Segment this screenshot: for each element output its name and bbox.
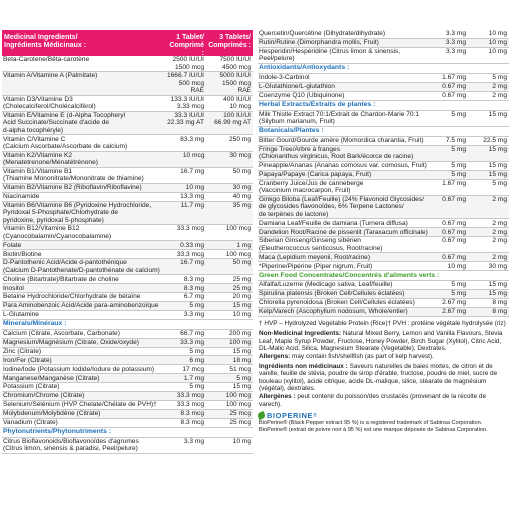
three-tablets-amount: 400 IU/UI 10 mcg	[223, 95, 251, 111]
three-tablets-amount: 25 mcg	[229, 418, 251, 426]
ingredient-name: Magnesium/Magnésium (Citrate, Oxide/oxyde)	[3, 338, 139, 346]
three-tablets-amount: 2 mg	[492, 92, 507, 100]
table-row	[258, 74, 509, 83]
table-row	[258, 290, 509, 299]
ingredient-name: D-Pantothenic Acid/Acide d-pantothénique (Calcium D-Pantothenate/D-pantothénate de calcium)	[3, 259, 160, 274]
three-tablets-amount: 1 mg	[236, 241, 251, 249]
ingredient-name: Indole-3-Carbinol	[259, 74, 310, 82]
vitamins-list	[2, 56, 253, 320]
allergens-en	[258, 353, 509, 361]
bioperine-logo	[258, 411, 509, 420]
ingredient-name: Choline (Bitartrate)/Bitartrate de choline	[3, 275, 119, 283]
table-row	[258, 237, 509, 253]
table-row	[258, 262, 509, 271]
ingredient-name: Vitamin B6/Vitamine B6 (Pyridoxine Hydrochloride, Pyridoxal 5-Phosphate/Chlorhydrate de pyridoxine, pyridoxal 5-phosphate)	[3, 201, 152, 224]
table-row	[2, 365, 253, 374]
three-tablets-amount: 15 mg	[488, 171, 507, 179]
non-medicinal-fr	[258, 363, 509, 393]
one-tablet-amount: 1666.7 IU/UI 500 mcg RAE	[166, 72, 204, 95]
one-tablet-amount: 5 mg	[451, 110, 466, 118]
three-tablets-amount: 2 mg	[492, 219, 507, 227]
one-tablet-amount: 8.3 mg	[183, 275, 204, 283]
right-column	[258, 30, 509, 433]
one-tablet-amount: 0.67 mg	[442, 237, 466, 245]
ingredient-name: Vitamin B1/Vitamine B1 (Thiamine Mononitrate/Mononitrate de thiamine)	[3, 168, 144, 183]
ingredient-name: Vitamin E/Vitamine E (d-Alpha Tocopheryl Acid Succinate/Succinate d'acide de d-alpha tocophéryle)	[3, 112, 126, 134]
one-tablet-amount: 0.67 mg	[442, 196, 466, 204]
ingredient-name: Selenium/Sélénium (HVP Chelate/Chélate de PVH)†	[3, 401, 157, 409]
ingredient-name: Vitamin A/Vitamine A (Palmitate)	[3, 72, 98, 80]
three-tablets-column-header: 3 Tablets/ Comprimés :	[208, 34, 251, 49]
three-tablets-amount: 18 mg	[232, 356, 251, 364]
three-tablets-amount: 15 mg	[488, 110, 507, 118]
one-tablet-amount: 33.3 mg	[180, 338, 204, 346]
one-tablet-amount: 7.5 mg	[445, 137, 466, 145]
ingredient-name: Dandelion Root/Racine de pissenlit (Taraxacum officinale)	[259, 228, 428, 236]
three-tablets-amount: 15 mg	[232, 302, 251, 310]
table-row	[258, 308, 509, 317]
allergens-fr-label: Allergènes :	[259, 393, 296, 401]
allergens-fr-text: peut contenir du poisson/des crustacés (provenant de la récolte de varech).	[259, 393, 487, 408]
allergens-fr	[258, 393, 509, 408]
ingredient-name: Biotin/Biotine	[3, 250, 42, 258]
one-tablet-amount: 83.3 mg	[180, 135, 204, 143]
one-tablet-amount: 5 mg	[189, 383, 204, 391]
three-tablets-amount: 100 mg	[229, 338, 251, 346]
three-tablets-amount: 30 mcg	[229, 151, 251, 159]
ingredient-name: Folate	[3, 241, 22, 249]
table-row	[258, 146, 509, 162]
table-row	[258, 111, 509, 127]
ingredient-name: Potassium (Citrate)	[3, 383, 60, 391]
one-tablet-amount: 133.3 IU/UI 3.33 mcg	[170, 95, 204, 111]
ingredient-name: Zinc (Citrate)	[3, 347, 42, 355]
herbal-section-title: Herbal Extracts/Extraits de plantes :	[258, 101, 509, 111]
ingredient-name: Vitamin D3/Vitamine D3 (Cholecalciferol/Cholécalciférol)	[3, 95, 96, 111]
ingredient-name: Betaine Hydrochloride/Chlorhydrate de bétaïne	[3, 293, 141, 301]
ingredient-name: *Piperine/Pipérine (Piper nigrum, Fruit)	[259, 262, 373, 270]
one-tablet-amount: 1.67 mg	[442, 179, 466, 187]
table-row	[2, 96, 253, 112]
three-tablets-amount: 15 mg	[488, 162, 507, 170]
one-tablet-amount: 16.7 mg	[180, 259, 204, 267]
ingredient-name: Vitamin B2/Vitamine B2 (Riboflavin/Riboflavine)	[3, 184, 142, 192]
three-tablets-amount: 5 mg	[236, 374, 251, 382]
one-tablet-amount: 0.67 mg	[442, 253, 466, 261]
table-row	[258, 162, 509, 171]
three-tablets-amount: 20 mg	[232, 293, 251, 301]
allergens-en-text: may contain fish/shellfish (as part of kelp harvest).	[292, 353, 434, 361]
ingredient-name: Chromium/Chrome (Citrate)	[3, 392, 85, 400]
table-row	[2, 284, 253, 293]
ingredient-name: Papaya/Papaye (Carica papaya, Fruit)	[259, 171, 372, 179]
table-row	[258, 219, 509, 228]
table-row	[258, 39, 509, 48]
ingredient-name: Maca (Lepidium meyenii, Root/racine)	[259, 253, 371, 261]
one-tablet-amount: 10 mcg	[182, 151, 205, 159]
allergens-en-label: Allergens:	[259, 353, 291, 361]
non-medicinal-fr-label: Ingrédients non médicinaux :	[259, 362, 348, 370]
three-tablets-amount: 50 mg	[232, 259, 251, 267]
table-row	[258, 48, 509, 64]
antioxidants-list	[258, 74, 509, 101]
three-tablets-amount: 5 mg	[492, 74, 507, 82]
ingredient-name: Siberian Ginseng/Ginseng sibérien (Eleutherococcus senticosus, Root/racine)	[259, 237, 383, 252]
table-row	[2, 225, 253, 241]
three-tablets-amount: 250 mg	[229, 135, 251, 143]
ingredient-name: Vitamin K2/Vitamine K2 (Menatetrenone/Ménatétrénone)	[3, 151, 98, 167]
botanicals-section-title: Botanicals/Plantes :	[258, 127, 509, 137]
ingredient-name: Bitter Gourd/Gourde amère (Momordica charantia, Fruit)	[259, 137, 424, 145]
table-row	[2, 112, 253, 135]
three-tablets-amount: 2 mg	[492, 253, 507, 261]
one-tablet-amount: 33.3 mcg	[176, 250, 204, 258]
table-row	[2, 383, 253, 392]
ingredient-name: L-Glutathione/L-glutathion	[259, 83, 335, 91]
ingredient-name: Fringe Tree/Arbre à franges (Chionanthus virginicus, Root Bark/écorce de racine)	[259, 146, 414, 161]
three-tablets-amount: 15 mg	[488, 146, 507, 154]
three-tablets-amount: 5000 IU/UI 1500 mcg RAE	[219, 72, 251, 95]
three-tablets-amount: 30 mg	[488, 262, 507, 270]
one-tablet-amount: 16.7 mg	[180, 168, 204, 176]
three-tablets-amount: 15 mg	[488, 281, 507, 289]
one-tablet-amount: 2.67 mg	[442, 299, 466, 307]
three-tablets-amount: 25 mg	[232, 275, 251, 283]
ingredient-name: Spirulina platensis (Broken Cell/Cellules éclatées)	[259, 290, 405, 298]
one-tablet-amount: 66.7 mg	[180, 330, 204, 338]
table-row	[2, 152, 253, 168]
bioperine-wordmark: BIOPERINE	[267, 411, 314, 421]
table-row	[2, 356, 253, 365]
table-row	[2, 374, 253, 383]
ingredient-name: Chlorella pyrenoidosa (Broken Cell/Cellules éclatées)	[259, 299, 415, 307]
ingredient-name: Iron/Fer (Citrate)	[3, 356, 52, 364]
one-tablet-amount: 0.33 mg	[180, 241, 204, 249]
table-row	[2, 302, 253, 311]
one-tablet-amount: 0.67 mg	[442, 83, 466, 91]
flavonoids-list	[258, 30, 509, 64]
table-row	[2, 56, 253, 72]
one-tablet-amount: 13.3 mg	[180, 193, 204, 201]
table-row	[2, 250, 253, 259]
one-tablet-amount: 8.3 mcg	[180, 418, 204, 426]
ingredient-name: Beta-Carotene/Bêta-carotène	[3, 56, 90, 64]
ingredient-name: Vitamin C/Vitamine C (Calcium Ascorbate/Ascorbate de calcium)	[3, 135, 128, 150]
green-food-list	[258, 281, 509, 317]
table-row	[2, 339, 253, 348]
table-row	[258, 180, 509, 196]
three-tablets-amount: 100 mcg	[225, 401, 251, 409]
antioxidants-section-title: Antioxidants/Antioxydants :	[258, 64, 509, 74]
ingredient-name: Kelp/Varech (Ascophyllum nodosum, Whole/entier)	[259, 308, 408, 316]
table-row	[2, 330, 253, 339]
ingredient-name: Cranberry Juice/Jus de canneberge (Vaccinium macrocarpon, Fruit)	[259, 179, 364, 195]
one-tablet-amount: 5 mg	[451, 290, 466, 298]
three-tablets-amount: 50 mg	[232, 168, 251, 176]
one-tablet-amount: 11.7 mg	[180, 201, 204, 209]
one-tablet-amount: 1.67 mg	[442, 74, 466, 82]
table-row	[258, 281, 509, 290]
phytonutrients-section-title: Phytonutrients/Phytonutriments :	[2, 428, 253, 438]
ingredient-name: Alfalfa/Luzerne (Medicago sativa, Leaf/feuille)	[259, 281, 393, 289]
one-tablet-amount: 3.3 mg	[445, 30, 466, 38]
ingredient-name: Iodine/Iode (Potassium Iodide/Iodure de potassium)	[3, 365, 155, 373]
one-tablet-amount: 2500 IU/UI 1500 mcg	[172, 56, 204, 71]
ingredient-column-header: Medicinal Ingredients/ Ingrédients Médicinaux :	[4, 34, 87, 49]
one-tablet-amount: 5 mg	[189, 302, 204, 310]
three-tablets-amount: 25 mcg	[229, 410, 251, 418]
three-tablets-amount: 15 mg	[232, 347, 251, 355]
table-row	[258, 83, 509, 92]
one-tablet-amount: 5 mg	[451, 162, 466, 170]
one-tablet-amount: 3.3 mg	[183, 437, 204, 445]
ingredient-name: Pineapple/Ananas (Ananas comosus var. comosus, Fruit)	[259, 162, 427, 170]
ingredient-name: Para Aminobenzoic Acid/Acide para-aminobenzoïque	[3, 302, 159, 310]
table-row	[258, 253, 509, 262]
ingredient-name: Ginkgo Biloba (Leaf/Feuille) (24% Flavonoid Glycosides/ de glycosides flavonoïdes, 6% Terpene Lactones/ de terpènes de lactone)	[259, 196, 424, 218]
ingredient-name: Coenzyme Q10 (Ubiquinone)	[259, 92, 345, 100]
one-tablet-amount: 3.3 mg	[445, 39, 466, 47]
ingredient-name: Manganese/Manganèse (Citrate)	[3, 374, 100, 382]
herbal-list	[258, 111, 509, 127]
table-row	[258, 196, 509, 219]
three-tablets-amount: 15 mg	[488, 290, 507, 298]
one-tablet-amount: 10 mg	[447, 262, 466, 270]
table-row	[2, 348, 253, 357]
non-medicinal-fr-text: Saveurs naturelles de baies mixtes, de citron et de vanille, feuille de stévia, poudre de sirop d'érable, fructose, poudre de miel, sucre de bouleau (xylitol), acide citrique, acide DL-malique, silice, stéarate de magnésium (végétal), dextrates.	[259, 362, 498, 393]
three-tablets-amount: 5 mg	[492, 179, 507, 187]
one-tablet-amount: 5 mg	[451, 281, 466, 289]
table-row	[258, 228, 509, 237]
ingredient-name: Citrus Bioflavonoids/Bioflavonoïdes d'agrumes (Citrus limon, sinensis & paradisi, Peel/pelure)	[3, 437, 139, 453]
table-row	[2, 259, 253, 275]
table-row	[2, 438, 253, 454]
one-tablet-amount: 8.3 mg	[183, 284, 204, 292]
three-tablets-amount: 100 IU/UI 66.99 mg AT	[214, 112, 251, 127]
one-tablet-amount: 10 mg	[185, 184, 204, 192]
non-medicinal-en-label: Non-Medicinal Ingredients:	[259, 330, 342, 338]
three-tablets-amount: 51 mcg	[229, 365, 251, 373]
three-tablets-amount: 10 mg	[232, 437, 251, 445]
three-tablets-amount: 2 mg	[492, 228, 507, 236]
three-tablets-amount: 8 mg	[492, 299, 507, 307]
table-row	[2, 202, 253, 225]
trademark-symbol: ®	[313, 412, 317, 419]
one-tablet-amount: 0.67 mg	[442, 228, 466, 236]
one-tablet-amount: 6 mg	[189, 356, 204, 364]
table-row	[2, 410, 253, 419]
minerals-list	[2, 330, 253, 428]
trademark-en: BioPerine® (Black Pepper extract 95 %) is a registered trademark of Sabinsa Corporation.	[259, 420, 483, 427]
table-row	[2, 293, 253, 302]
table-row	[258, 30, 509, 39]
leaf-icon	[257, 411, 266, 420]
table-row	[258, 92, 509, 101]
one-tablet-amount: 17 mcg	[182, 365, 204, 373]
one-tablet-amount: 8.3 mcg	[180, 410, 204, 418]
non-medicinal-en-text: Natural Mixed Berry, Lemon and Vanilla Flavours, Stevia Leaf, Maple Syrup Powder, Fructose, Honey Powder, Birch Sugar (Xylitol), Citric Acid, DL-Malic Acid, Silica, Magnesium Stearate (Vegetable), Dextrates.	[259, 330, 503, 353]
three-tablets-amount: 2 mg	[492, 83, 507, 91]
three-tablets-amount: 10 mg	[488, 48, 507, 56]
three-tablets-amount: 10 mg	[232, 311, 251, 319]
one-tablet-amount: 33.3 mcg	[176, 225, 204, 233]
ingredient-name: Quercetin/Quercétine (Dihydrate/dihydrate)	[259, 30, 386, 38]
three-tablets-amount: 2 mg	[492, 237, 507, 245]
three-tablets-amount: 10 mg	[488, 30, 507, 38]
table-header	[2, 30, 253, 56]
table-row	[2, 72, 253, 95]
one-tablet-amount: 5 mg	[451, 171, 466, 179]
non-medicinal-en	[258, 330, 509, 353]
ingredient-name: Vitamin B12/Vitamine B12 (Cyanocobalamin/Cyanocobalamine)	[3, 225, 112, 240]
three-tablets-amount: 100 mcg	[225, 250, 251, 258]
table-row	[2, 392, 253, 401]
one-tablet-amount: 33.3 IU/UI 22.33 mg AT	[167, 112, 204, 127]
three-tablets-amount: 15 mg	[232, 383, 251, 391]
one-tablet-amount: 1.7 mg	[183, 374, 204, 382]
ingredient-name: L-Glutamine	[3, 311, 39, 319]
one-tablet-amount: 5 mg	[451, 146, 466, 154]
table-row	[2, 275, 253, 284]
ingredient-name: Inositol	[3, 284, 24, 292]
three-tablets-amount: 100 mcg	[225, 392, 251, 400]
phytonutrients-list	[2, 438, 253, 454]
one-tablet-amount: 2.67 mg	[442, 308, 466, 316]
three-tablets-amount: 10 mg	[488, 39, 507, 47]
one-tablet-amount: 6.7 mg	[183, 293, 204, 301]
table-row	[2, 311, 253, 320]
three-tablets-amount: 2 mg	[492, 196, 507, 204]
one-tablet-amount: 33.3 mcg	[176, 392, 204, 400]
table-row	[2, 193, 253, 202]
one-tablet-amount: 3.3 mg	[446, 48, 467, 56]
three-tablets-amount: 35 mg	[232, 201, 251, 209]
table-row	[2, 401, 253, 410]
table-row	[258, 171, 509, 180]
ingredient-name: Hesperidin/Hespéridine (Citrus limon & sinensis, Peel/pelure)	[259, 48, 401, 63]
one-tablet-column-header: 1 Tablet/ Comprimé :	[169, 34, 204, 57]
botanicals-list	[258, 137, 509, 271]
one-tablet-amount: 0.67 mg	[442, 219, 466, 227]
table-row	[2, 168, 253, 184]
ingredient-name: Niacinamide	[3, 193, 40, 201]
one-tablet-amount: 5 mg	[189, 347, 204, 355]
table-row	[2, 241, 253, 250]
one-tablet-amount: 3.3 mg	[183, 311, 204, 319]
left-column	[2, 56, 253, 454]
ingredient-name: Calcium (Citrate, Ascorbate, Carbonate)	[3, 330, 120, 338]
three-tablets-amount: 30 mg	[232, 184, 251, 192]
three-tablets-amount: 40 mg	[232, 193, 251, 201]
ingredient-name: Vanadium (Citrate)	[3, 418, 58, 426]
table-row	[2, 419, 253, 428]
three-tablets-amount: 8 mg	[492, 308, 507, 316]
green-food-section-title: Green Food Concentrates/Concentrés d'aliments verts :	[258, 271, 509, 281]
three-tablets-amount: 25 mg	[232, 284, 251, 292]
hvp-footnote: † HVP – Hydrolyzed Vegetable Protein (Rice)† PVH : protéine végétale hydrolysée (riz)	[259, 319, 506, 327]
table-row	[2, 184, 253, 193]
trademark-fr: BioPerine® (extrait de poivre noir à 95 %) est une marque déposée de Sabinsa Corporation.	[259, 426, 488, 433]
ingredient-name: Molybdenum/Molybdène (Citrate)	[3, 410, 101, 418]
one-tablet-amount: 0.67 mg	[442, 92, 466, 100]
three-tablets-amount: 200 mg	[229, 330, 251, 338]
minerals-section-title: Minerals/Minéraux :	[2, 320, 253, 330]
ingredient-name: Damiana Leaf/Feuille de damiana (Turnera diffusa)	[259, 219, 408, 227]
ingredient-name: Milk Thistle Extract 70:1/Extrait de Chardon-Marie 70:1 (Silybum marianum, Fruit)	[259, 110, 420, 126]
three-tablets-amount: 7500 IU/UI 4500 mcg	[219, 56, 251, 71]
one-tablet-amount: 33.3 mcg	[176, 401, 204, 409]
three-tablets-amount: 100 mcg	[225, 225, 251, 233]
table-row	[258, 137, 509, 146]
table-row	[2, 135, 253, 151]
ingredient-name: Rutin/Rutine (Dimorphandra mollis, Fruit)	[259, 39, 379, 47]
three-tablets-amount: 22.5 mg	[483, 137, 507, 145]
table-row	[258, 299, 509, 308]
